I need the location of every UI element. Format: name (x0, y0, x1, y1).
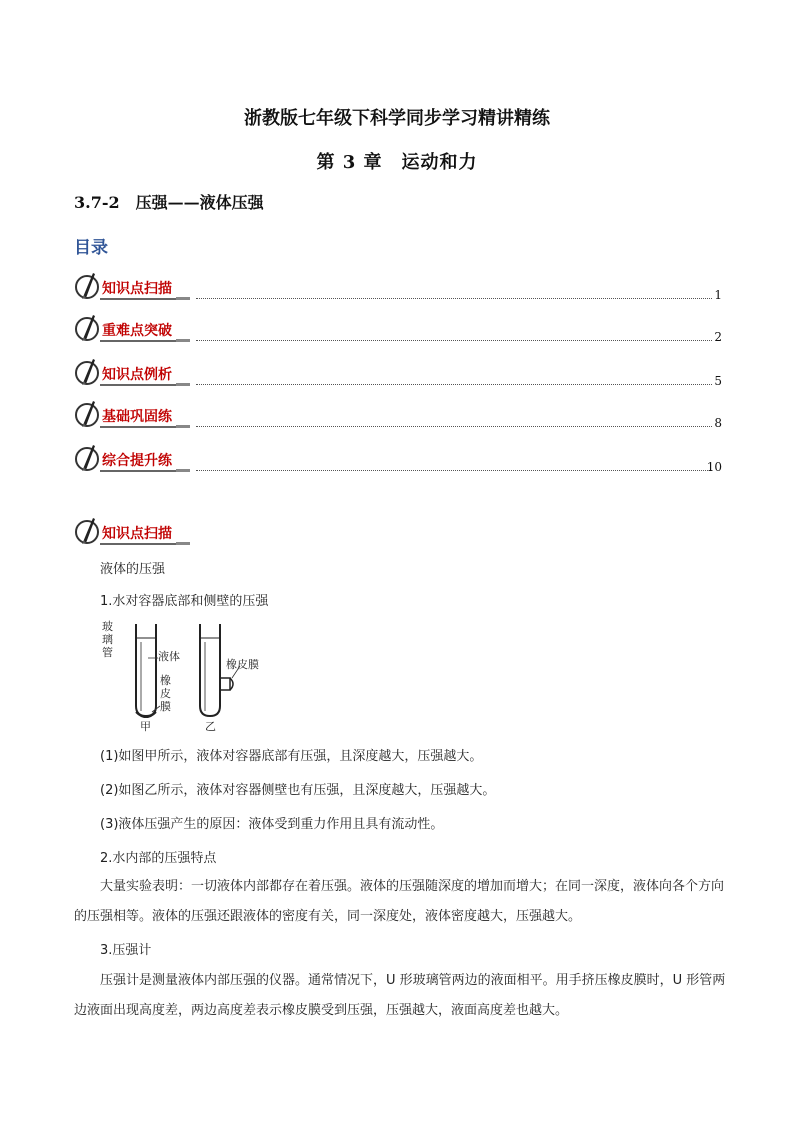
label-liquid: 液体 (158, 650, 180, 663)
toc-leader (196, 340, 712, 341)
toc-page-number: 5 (714, 374, 722, 388)
subheading-1: 1.水对容器底部和侧壁的压强 (100, 594, 269, 609)
toc-page-number: 10 (706, 460, 722, 474)
toc-heading: 目录 (74, 238, 108, 258)
toc-leader (196, 426, 712, 427)
label-glass-tube: 玻璃管 (102, 620, 113, 659)
toc-item-5[interactable] (74, 442, 722, 478)
pen-nib-icon (74, 515, 100, 545)
paragraph-1: (1)如图甲所示，液体对容器底部有压强，且深度越大，压强越大。 (100, 749, 483, 764)
paragraph-4: 大量实验表明：一切液体内部都存在着压强。液体的压强随深度的增加而增大；在同一深度，液体向各个方向的压强相等。液体的压强还跟液体的密度有关，同一深度处，液体密度越大，压强越大。 (74, 879, 725, 924)
label-rubber-film-b: 橡皮膜 (226, 658, 259, 671)
chapter-title: 第 3 章 运动和力 (316, 152, 478, 173)
section-title: 3.7-2 压强——液体压强 (74, 193, 264, 212)
pen-nib-icon (74, 442, 100, 472)
toc-page-number: 1 (714, 288, 722, 302)
toc-item-label: 知识点扫描 (100, 280, 176, 300)
label-jia: 甲 (140, 720, 151, 733)
pen-nib-icon (74, 270, 100, 300)
toc-page-number: 8 (714, 416, 722, 430)
badge-tail-icon (176, 383, 190, 386)
toc-leader (196, 298, 712, 299)
toc-item-3[interactable] (74, 356, 722, 392)
toc-item-4[interactable] (74, 398, 722, 434)
pen-nib-icon (74, 398, 100, 428)
badge-tail-icon (176, 339, 190, 342)
toc-item-2[interactable] (74, 312, 722, 348)
label-rubber-film-a: 橡皮膜 (160, 674, 171, 713)
paragraph-3: (3)液体压强产生的原因：液体受到重力作用且具有流动性。 (100, 817, 444, 832)
subheading-3: 3.压强计 (100, 943, 152, 958)
label-yi: 乙 (205, 720, 216, 733)
subheading-2: 2.水内部的压强特点 (100, 851, 217, 866)
toc-page-number: 2 (714, 330, 722, 344)
section-badge (74, 515, 274, 551)
paragraph-5: 压强计是测量液体内部压强的仪器。通常情况下，U 形玻璃管两边的液面相平。用手挤压橡皮膜时，U 形管两边液面出现高度差，两边高度差表示橡皮膜受到压强，压强越大，液面高度差也越大。 (74, 973, 726, 1018)
toc-leader (196, 470, 712, 471)
toc-item-label: 基础巩固练 (100, 408, 176, 428)
badge-tail-icon (176, 542, 190, 545)
toc-item-label: 重难点突破 (100, 322, 176, 342)
paragraph-2: (2)如图乙所示，液体对容器侧壁也有压强，且深度越大，压强越大。 (100, 783, 496, 798)
badge-tail-icon (176, 297, 190, 300)
topic-heading: 液体的压强 (100, 562, 166, 577)
badge-tail-icon (176, 425, 190, 428)
pen-nib-icon (74, 312, 100, 342)
badge-tail-icon (176, 469, 190, 472)
toc-item-label: 知识点例析 (100, 366, 176, 386)
pen-nib-icon (74, 356, 100, 386)
document-title: 浙教版七年级下科学同步学习精讲精练 (244, 108, 550, 129)
test-tube-figure (102, 616, 268, 736)
toc-leader (196, 384, 712, 385)
section-badge-label: 知识点扫描 (100, 525, 176, 545)
toc-item-1[interactable] (74, 270, 722, 306)
toc-item-label: 综合提升练 (100, 452, 176, 472)
